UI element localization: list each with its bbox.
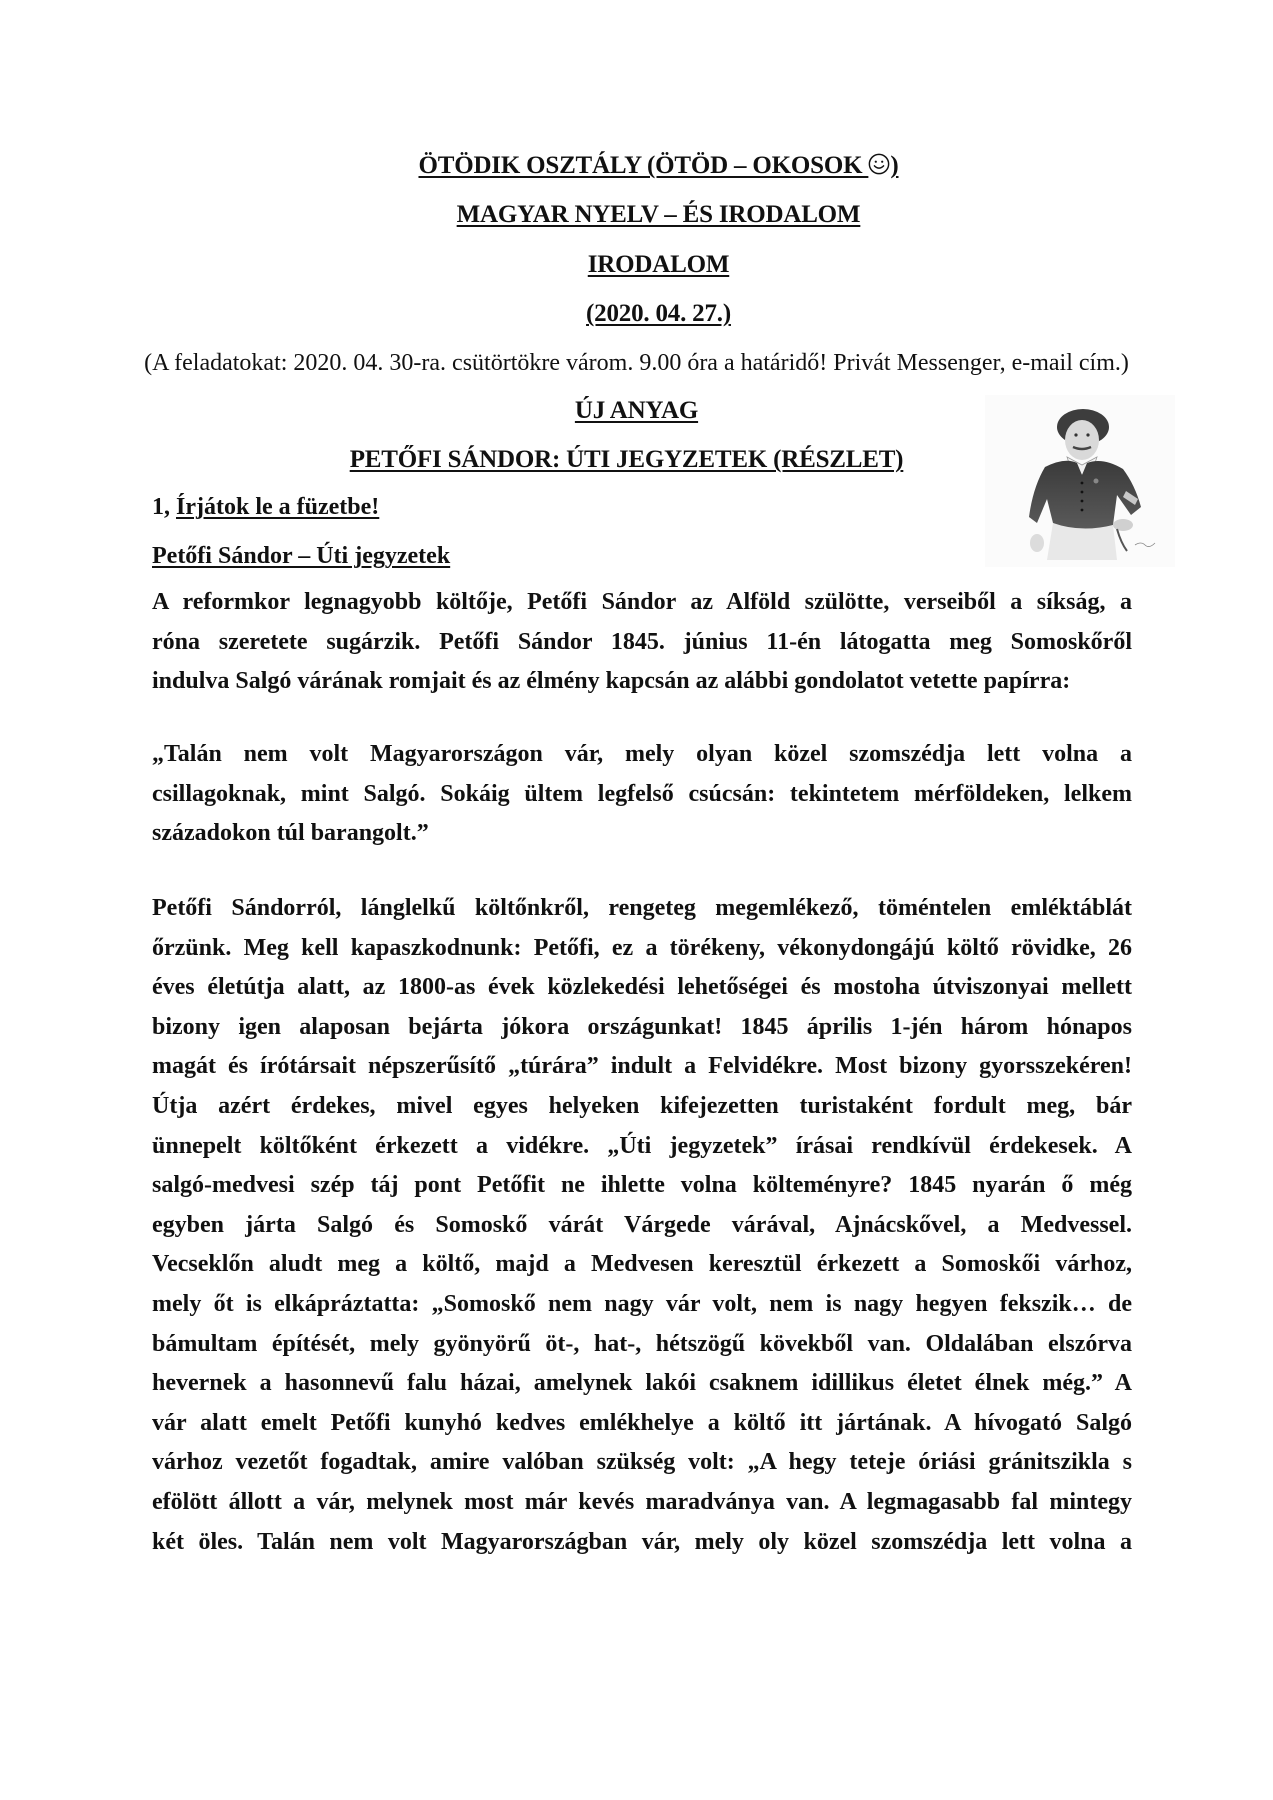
paragraph-line: magát és írótársait népszerűsítő „túrára” indult a Felvidékre. Most bizony gyorsszekéren! — [152, 1053, 1132, 1080]
paragraph-line: századokon túl barangolt.” — [152, 820, 429, 847]
subsubject-heading: IRODALOM — [587, 251, 730, 278]
class-heading-text: ÖTÖDIK OSZTÁLY (ÖTÖD – OKOSOK — [418, 152, 869, 179]
paragraph-line: róna szeretete sugárzik. Petőfi Sándor 1845. június 11-én látogatta meg Somoskőről — [152, 628, 1132, 655]
paragraph-intro — [152, 583, 1132, 702]
paragraph-line: két öles. Talán nem volt Magyarországban vár, mely oly közel szomszédja lett volna a — [152, 1528, 1132, 1555]
paragraph-line: bizony igen alaposan bejárta jókora országunkat! 1845 április 1-jén három hónapos — [152, 1013, 1132, 1040]
paragraph-line: „Talán nem volt Magyarországon vár, mely olyan közel szomszédja lett volna a — [152, 741, 1132, 767]
paragraph-line: indulva Salgó várának romjait és az élmény kapcsán az alábbi gondolatot vetette papírra: — [152, 668, 1071, 695]
paragraph-line: őrzünk. Meg kell kapaszkodnunk: Petőfi, ez a törékeny, vékonydongájú költő rövidke, 26 — [152, 934, 1132, 961]
paragraph-line: bámultam építését, mely gyönyörű öt-, hat-, hétszögű kövekből van. Oldalában elszórva — [152, 1330, 1132, 1357]
deadline-note: (A feladatokat: 2020. 04. 30-ra. csütörtökre várom. 9.00 óra a határidő! Privát Messenger, e-mail cím.) — [144, 350, 1129, 376]
task-instruction — [152, 494, 379, 521]
task-text: Írjátok le a füzetbe! — [176, 494, 380, 520]
paragraph-line: ünnepelt költőként érkezett a vidékre. „Úti jegyzetek” írásai rendkívül érdekesek. A — [152, 1132, 1132, 1159]
paragraph-line: salgó-medvesi szép táj pont Petőfit ne ihlette volna költeményre? 1845 nyarán ő még — [152, 1172, 1132, 1199]
class-heading-close: ) — [890, 152, 899, 179]
class-heading — [22, 152, 1273, 180]
paragraph-line: mely őt is elkápráztatta: „Somoskő nem nagy vár volt, nem is nagy hegyen fekszik… de — [152, 1290, 1132, 1317]
topic-heading: PETŐFI SÁNDOR: ÚTI JEGYZETEK (RÉSZLET) — [349, 446, 904, 473]
paragraph-line: éves életútja alatt, az 1800-as évek közlekedési lehetőségei és mostoha útviszonyai mellett — [152, 974, 1132, 1001]
paragraph-quote — [152, 735, 1132, 854]
paragraph-line: vár alatt emelt Petőfi kunyhó kedves emlékhelye a költő itt jártának. A hívogató Salgó — [152, 1409, 1132, 1436]
subject-heading: MAGYAR NYELV – ÉS IRODALOM — [456, 201, 861, 228]
excerpt-subtitle: Petőfi Sándor – Úti jegyzetek — [152, 543, 451, 569]
paragraph-line: hevernek a hasonnevű falu házai, amelynek lakói csaknem idillikus életet élnek még.” A — [152, 1370, 1132, 1397]
paragraph-line: efölött állott a vár, melynek most már kevés maradványa van. A legmagasabb fal mintegy — [152, 1488, 1132, 1515]
portrait-image — [985, 395, 1175, 567]
paragraph-line: A reformkor legnagyobb költője, Petőfi Sándor az Alföld szülötte, verseiből a síkság, a — [152, 589, 1132, 615]
paragraph-line: Petőfi Sándorról, lánglelkű költőnkről, rengeteg megemlékező, töméntelen emléktáblát — [152, 895, 1132, 921]
paragraph-line: egyben járta Salgó és Somoskő várát Várgede várával, Ajnácskővel, a Medvessel. — [152, 1211, 1132, 1238]
smiley-face-icon — [868, 153, 890, 175]
paragraph-line: csillagoknak, mint Salgó. Sokáig ültem legfelső csúcsán: tekintetem mérföldeken, lelkem — [152, 780, 1132, 807]
paragraph-line: várhoz vezetőt fogadtak, amire valóban szükség volt: „A hegy teteje óriási gránitszikla s — [152, 1449, 1132, 1476]
paragraph-line: Útja azért érdekes, mivel egyes helyeken kifejezetten turistaként fordult meg, bár — [152, 1092, 1132, 1119]
task-number: 1, — [152, 494, 176, 520]
paragraph-main — [152, 889, 1132, 1562]
section-heading: ÚJ ANYAG — [574, 397, 699, 424]
date-heading: (2020. 04. 27.) — [586, 300, 731, 327]
paragraph-line: Vecseklőn aludt meg a költő, majd a Medvesen keresztül érkezett a Somoskői várhoz, — [152, 1251, 1132, 1278]
